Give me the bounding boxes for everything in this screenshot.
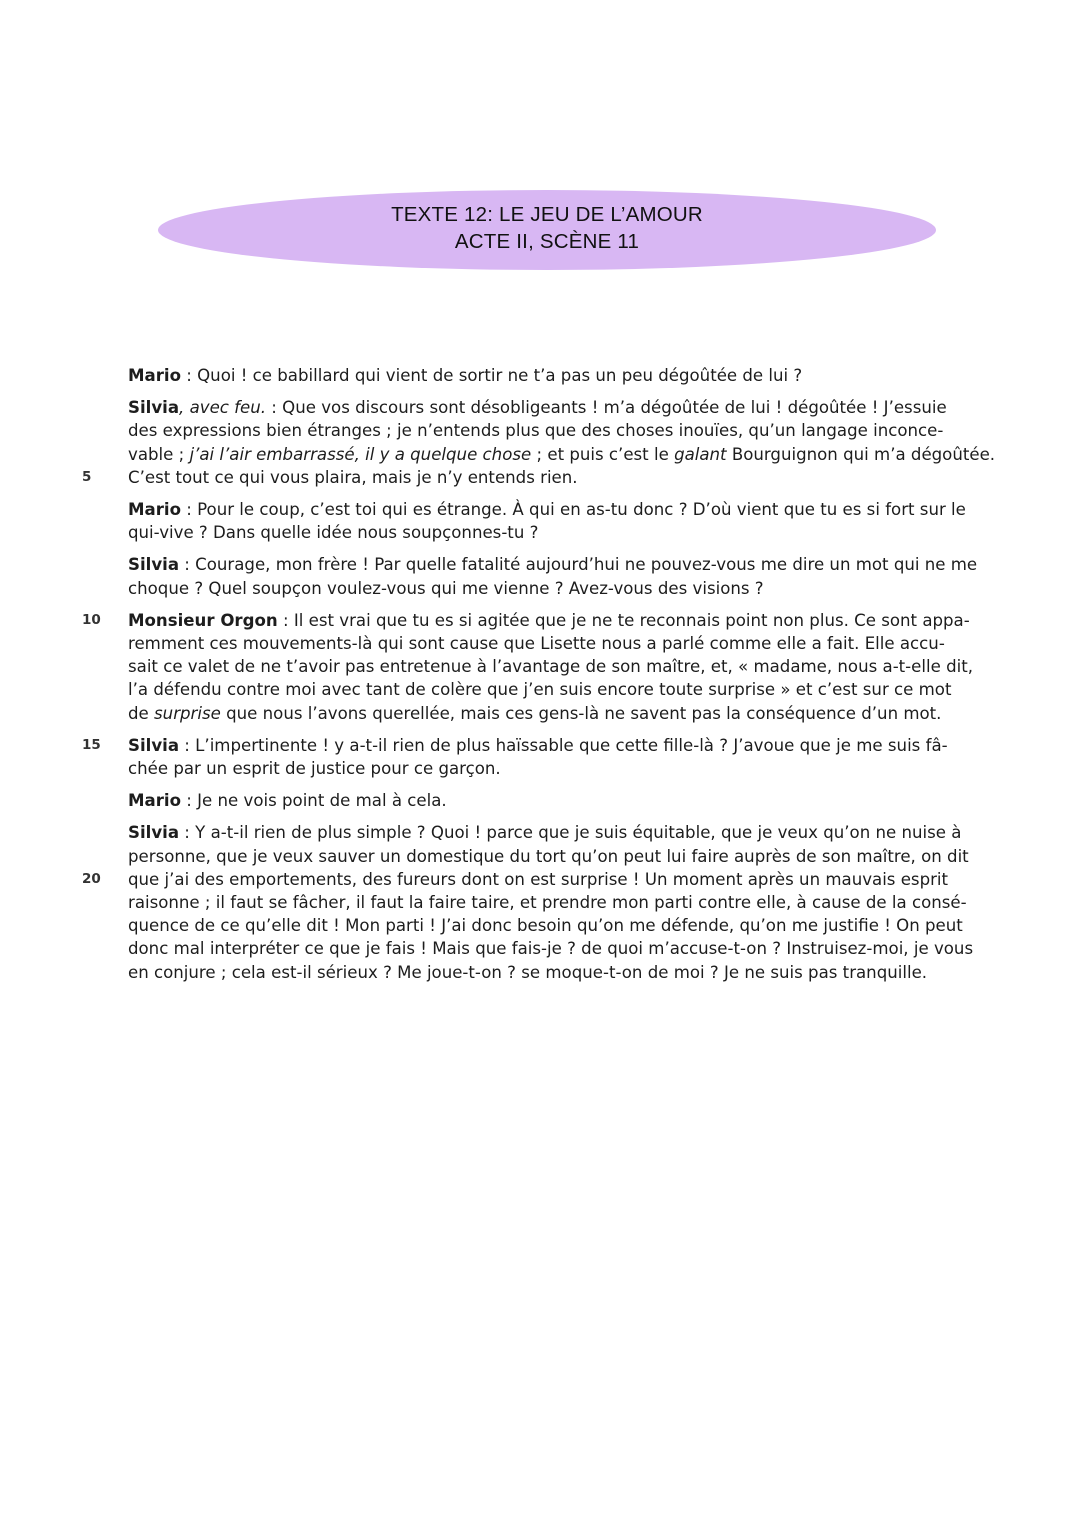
speaker-name: Monsieur Orgon (128, 610, 278, 630)
dialogue-mario-2: Mario : Pour le coup, c’est toi qui es étrange. À qui en as-tu donc ? D’où vient que tu es si fort sur le qui-vive ? Dans quelle idée nous soupçonnes-tu ? (128, 500, 966, 543)
dialogue-orgon: 10 Monsieur Orgon : Il est vrai que tu es si agitée que je ne te reconnais point non plus. Ce sont appa- remment ces mouvements-là qui sont cause que Lisette nous a parlé comme elle a fait. Elle accu- sait ce valet de ne t’avoir pas entretenue à l’avantage de son maître, et, « madame, nous a-t-elle dit, l’a défendu contre moi avec tant de colère que j’en suis encore toute surprise » et c’est sur ce mot de surprise que nous l’avons querellée, mais ces gens-là ne savent pas la conséquence d’un mot. (82, 610, 974, 723)
line-number-5: 5 (82, 468, 92, 485)
title-line-1: TEXTE 12: LE JEU DE L’AMOUR (391, 203, 703, 226)
dialogue-silvia-1: Silvia, avec feu. : Que vos discours sont désobligeants ! m’a dégoûtée de lui ! dégoûtée ! J’essuie des expressions bien étranges ; je n’entends plus que des choses inouïes, qu’un langage inconce- vable ; j’ai l’air embarrassé, il y a quelque chose ; et puis c’est le galant Bourguignon qui m’a dégoûtée. 5 C’est tout ce qui vous plaira, mais je n’y entends rien. (128, 396, 980, 489)
speaker-name: Silvia (128, 398, 180, 418)
dialogue-silvia-2: Silvia : Courage, mon frère ! Par quelle fatalité aujourd’hui ne pouvez-vous me dire un mot qui ne me choque ? Quel soupçon voulez-vous qui me vienne ? Avez-vous des visions ? (128, 555, 978, 598)
line-number-20: 20 (82, 870, 101, 887)
title-line-2: ACTE II, SCÈNE 11 (454, 230, 640, 253)
speaker-name: Silvia (128, 823, 180, 843)
play-text (82, 364, 996, 993)
speaker-name: Mario (128, 500, 181, 520)
dialogue-silvia-3: 15 Silvia : L’impertinente ! y a-t-il rien de plus haïssable que cette fille-là ? J’avoue que je me suis fâ- chée par un esprit de justice pour ce garçon. (82, 735, 948, 779)
line-number-15: 15 (82, 736, 101, 753)
dialogue-mario-1: Mario : Quoi ! ce babillard qui vient de sortir ne t’a pas un peu dégoûtée de lui ? (128, 366, 803, 385)
line-number-10: 10 (82, 611, 101, 628)
speaker-name: Silvia (128, 555, 180, 575)
speaker-name: Mario (128, 366, 181, 385)
speaker-name: Silvia (128, 735, 180, 755)
speaker-name: Mario (128, 791, 181, 811)
dialogue-silvia-4: Silvia : Y a-t-il rien de plus simple ? Quoi ! parce que je suis équitable, que je veux qu’on ne nuise à personne, que je veux sauver un domestique du tort qu’on peut lui faire auprès de son maître, on dit 20 que j’ai des emportements, des fureurs dont on est surprise ! Un moment après un mauvais esprit raisonne ; il faut se fâcher, il faut la faire taire, et prendre mon parti contre elle, à cause de la consé- quence de ce qu’elle dit ! Mon parti ! J’ai donc besoin qu’on me défende, qu’on me justifie ! On peut donc mal interpréter ce que je fais ! Mais que fais-je ? de quoi m’accuse-t-on ? Instruisez-moi, je vous en conjure ; cela est-il sérieux ? Me joue-t-on ? se moque-t-on de moi ? Je ne suis pas tranquille. (82, 823, 974, 982)
stage-direction: , avec feu. (179, 398, 267, 418)
dialogue-mario-3: Mario : Je ne vois point de mal à cela. (128, 791, 447, 811)
page-title (158, 201, 936, 255)
